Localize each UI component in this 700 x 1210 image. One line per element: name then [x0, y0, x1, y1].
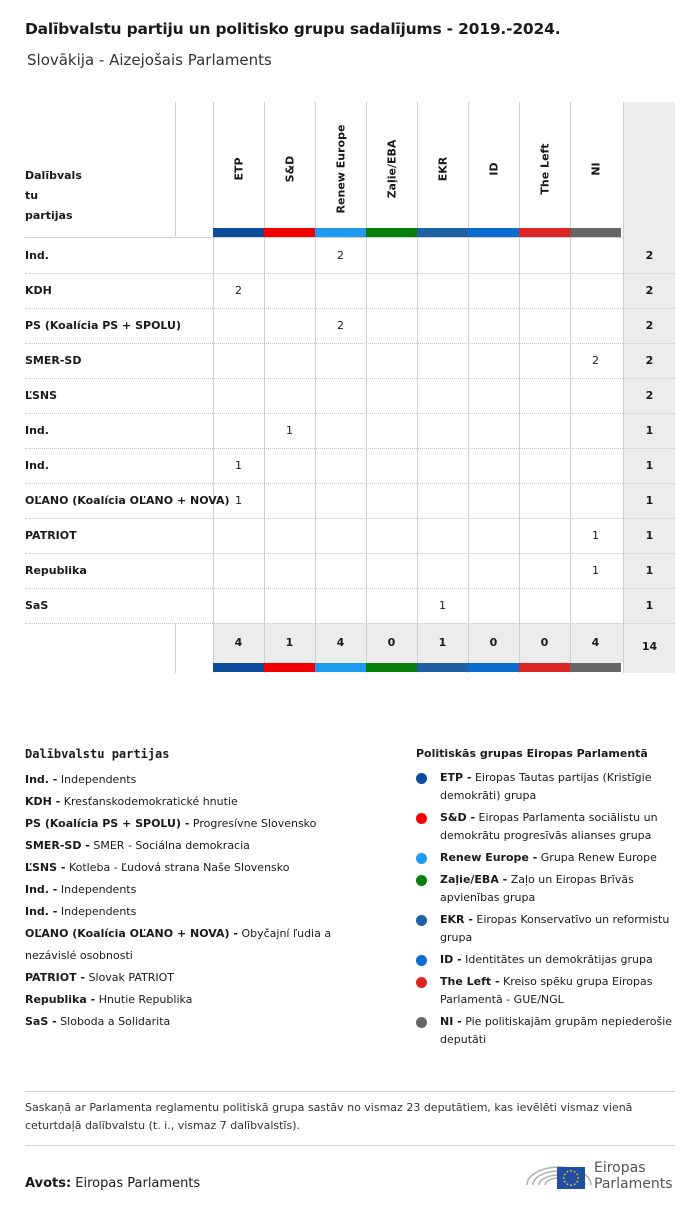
group-column-header	[264, 110, 315, 228]
party-legend-abbr: Ind. -	[25, 905, 58, 918]
seat-count-cell	[213, 238, 264, 273]
footnote: Saskaņā ar Parlamenta reglamentu politiskā grupa sastāv no vismaz 23 deputātiem, kas ievēlēti vismaz vienā ceturtdaļā dalībvalstu (t. i., vismaz 7 dalībvalstīs).	[25, 1101, 633, 1132]
seat-count-cell	[315, 343, 366, 378]
seat-count-cell	[213, 413, 264, 448]
group-legend-name: Eiropas Konservatīvo un reformistu grupa	[440, 913, 670, 944]
logo-text-line: Parlaments	[594, 1176, 673, 1192]
source-value: Eiropas Parlaments	[75, 1176, 201, 1191]
seat-count-cell	[519, 378, 570, 413]
group-color-bar	[264, 663, 315, 672]
party-legend-item	[25, 791, 385, 813]
row-total-cell: 1	[645, 424, 654, 437]
table-row	[25, 273, 675, 309]
group-column-header-text: NI	[589, 162, 602, 176]
party-legend-name: Kotleba - Ľudová strana Naše Slovensko	[68, 861, 290, 874]
party-legend-name: SMER - Sociálna demokracia	[93, 839, 250, 852]
party-legend-item	[25, 967, 385, 989]
seat-count-cell	[519, 343, 570, 378]
group-total-cell: 0	[540, 636, 549, 649]
seat-count-cell	[468, 553, 519, 588]
eu-star-icon	[563, 1177, 565, 1179]
group-column-header	[570, 110, 621, 228]
party-column-header-line: tu	[25, 189, 39, 202]
party-legend-list	[25, 769, 385, 1033]
seat-count-cell	[264, 483, 315, 518]
seat-count-cell	[519, 588, 570, 623]
group-column-header-text: EKR	[436, 156, 449, 182]
seat-count-cell	[570, 378, 621, 413]
seat-count-cell: 2	[592, 354, 599, 367]
table-row	[25, 238, 675, 274]
group-color-dot-icon	[416, 773, 427, 784]
table-row	[25, 553, 675, 589]
party-legend-item	[25, 989, 385, 1011]
seat-count-cell	[417, 273, 468, 308]
seat-count-cell	[417, 413, 468, 448]
group-total-cell: 4	[234, 636, 243, 649]
party-name-cell: Ind.	[25, 459, 49, 472]
group-total-cell: 0	[489, 636, 498, 649]
seat-count-cell	[366, 553, 417, 588]
party-column-header-line: Dalībvals	[25, 169, 82, 182]
group-color-bar	[417, 228, 468, 237]
group-total-cell: 4	[591, 636, 600, 649]
group-legend-name: Identitātes un demokrātijas grupa	[465, 953, 653, 966]
group-column-header-text: ETP	[232, 157, 245, 181]
party-legend-name: Hnutie Republika	[98, 993, 193, 1006]
party-legend-name: Slovak PATRIOT	[88, 971, 175, 984]
group-color-bar	[570, 228, 621, 237]
group-legend-name: Zaļo un Eiropas Brīvās apvienības grupa	[440, 873, 634, 904]
logo-text	[594, 1160, 673, 1192]
seat-count-cell: 1	[286, 424, 293, 437]
group-legend-abbr: S&D -	[440, 811, 476, 824]
group-color-bar	[417, 663, 468, 672]
group-color-bar	[213, 663, 264, 672]
party-legend-abbr: ĽSNS -	[25, 861, 66, 874]
group-color-bar	[213, 228, 264, 237]
party-name-cell: ĽSNS	[25, 389, 58, 402]
party-column-header-line: partijas	[25, 209, 73, 222]
group-column-header-text: S&D	[283, 155, 296, 183]
party-legend-abbr: KDH -	[25, 795, 61, 808]
group-color-bar	[468, 663, 519, 672]
seat-count-cell	[519, 308, 570, 343]
party-name-cell: SaS	[25, 599, 49, 612]
group-color-bar	[519, 228, 570, 237]
seat-count-cell	[264, 448, 315, 483]
group-legend-item	[416, 849, 676, 867]
group-column-header	[315, 110, 366, 228]
group-color-dot-icon	[416, 875, 427, 886]
row-total-cell: 2	[645, 354, 654, 367]
table-row	[25, 343, 675, 379]
chart-subtitle: Slovākija - Aizejošais Parlaments	[27, 51, 272, 69]
group-legend-abbr: NI -	[440, 1015, 462, 1028]
party-legend-abbr: SMER-SD -	[25, 839, 90, 852]
row-total-cell: 1	[645, 459, 654, 472]
seat-count-cell	[264, 238, 315, 273]
seat-count-cell	[570, 308, 621, 343]
seat-count-cell	[315, 588, 366, 623]
party-legend-abbr: Republika -	[25, 993, 96, 1006]
table-row	[25, 448, 675, 484]
group-legend-title: Politiskās grupas Eiropas Parlamentā	[416, 747, 648, 760]
group-color-bar	[468, 228, 519, 237]
seat-count-cell	[213, 588, 264, 623]
group-color-bar	[366, 663, 417, 672]
party-legend-name: Obyčajní ľudia a nezávislé osobnosti	[25, 927, 332, 962]
chart-title: Dalībvalstu partiju un politisko grupu sadalījums - 2019.-2024.	[25, 20, 561, 38]
seat-count-cell	[570, 413, 621, 448]
seat-count-cell: 1	[439, 599, 446, 612]
party-name-cell: PATRIOT	[25, 529, 77, 542]
row-total-cell: 2	[645, 389, 654, 402]
seat-count-cell	[519, 448, 570, 483]
seat-count-cell	[315, 553, 366, 588]
seat-count-cell	[468, 448, 519, 483]
seat-count-cell: 1	[592, 564, 599, 577]
table-row	[25, 483, 675, 519]
group-column-header	[213, 110, 264, 228]
group-legend-item	[416, 1013, 676, 1049]
seat-count-cell	[519, 413, 570, 448]
seat-count-cell	[417, 308, 468, 343]
group-legend-abbr: The Left -	[440, 975, 500, 988]
party-legend-title: Dalībvalstu partijas	[25, 747, 170, 761]
table-row	[25, 588, 675, 624]
seat-count-cell	[315, 448, 366, 483]
eu-star-icon	[570, 1170, 572, 1172]
seat-count-cell: 2	[337, 319, 344, 332]
seat-count-cell	[468, 308, 519, 343]
group-color-dot-icon	[416, 915, 427, 926]
seat-count-cell	[417, 518, 468, 553]
group-legend-name: Kreiso spēku grupa Eiropas Parlamentā - GUE/NGL	[440, 975, 653, 1006]
table-row	[25, 518, 675, 554]
seat-count-cell	[570, 483, 621, 518]
eu-star-icon	[567, 1183, 569, 1185]
eu-star-icon	[564, 1181, 566, 1183]
seat-count-cell	[468, 343, 519, 378]
seat-count-cell	[570, 238, 621, 273]
party-legend-name: Independents	[60, 773, 137, 786]
party-legend-item	[25, 769, 385, 791]
group-color-dot-icon	[416, 977, 427, 988]
group-legend-item	[416, 911, 676, 947]
party-column-header	[25, 166, 175, 226]
table-row	[25, 413, 675, 449]
group-column-header-text: The Left	[538, 143, 551, 195]
party-legend-abbr: Ind. -	[25, 883, 58, 896]
party-legend-item	[25, 923, 385, 967]
seat-count-cell	[315, 273, 366, 308]
eu-star-icon	[570, 1184, 572, 1186]
seat-count-cell	[570, 273, 621, 308]
seat-count-cell	[213, 518, 264, 553]
seat-count-cell	[366, 378, 417, 413]
party-legend-name: Independents	[60, 905, 137, 918]
group-total-cell: 1	[285, 636, 294, 649]
party-legend-abbr: PS (Koalícia PS + SPOLU) -	[25, 817, 190, 830]
seat-count-cell	[519, 553, 570, 588]
seat-count-cell	[468, 238, 519, 273]
seat-count-cell	[264, 588, 315, 623]
eu-star-icon	[577, 1177, 579, 1179]
seat-count-cell	[417, 483, 468, 518]
group-column-header-text: ID	[487, 162, 500, 176]
seat-count-cell	[468, 378, 519, 413]
seat-count-cell	[366, 413, 417, 448]
group-legend-abbr: ID -	[440, 953, 462, 966]
party-name-cell: Ind.	[25, 424, 49, 437]
source-label: Avots:	[25, 1176, 72, 1191]
group-color-bar	[570, 663, 621, 672]
seat-count-cell	[519, 238, 570, 273]
party-name-cell: PS (Koalícia PS + SPOLU)	[25, 319, 182, 332]
eu-star-icon	[576, 1181, 578, 1183]
party-name-cell: SMER-SD	[25, 354, 82, 367]
party-legend-item	[25, 901, 385, 923]
logo-text-line: Eiropas	[594, 1160, 646, 1176]
group-color-bar	[315, 228, 366, 237]
seat-count-cell	[417, 378, 468, 413]
seat-count-cell	[366, 518, 417, 553]
row-total-cell: 2	[645, 249, 654, 262]
group-total-cell: 4	[336, 636, 345, 649]
party-name-cell: Ind.	[25, 249, 49, 262]
party-legend-item	[25, 857, 385, 879]
seat-count-cell	[366, 238, 417, 273]
row-total-cell: 1	[645, 599, 654, 612]
seat-count-cell: 1	[235, 494, 242, 507]
seat-count-cell	[417, 238, 468, 273]
seat-count-cell	[264, 378, 315, 413]
group-total-cell: 1	[438, 636, 447, 649]
group-color-dot-icon	[416, 955, 427, 966]
seat-count-cell	[366, 588, 417, 623]
seat-count-cell	[315, 378, 366, 413]
grid-line-vertical	[175, 623, 176, 673]
seat-count-cell	[264, 553, 315, 588]
seat-count-cell	[468, 413, 519, 448]
row-total-cell: 1	[645, 494, 654, 507]
group-color-bar	[315, 663, 366, 672]
seat-count-cell	[366, 308, 417, 343]
party-legend-item	[25, 1011, 385, 1033]
seat-count-cell	[264, 343, 315, 378]
row-total-cell: 2	[645, 284, 654, 297]
party-name-cell: OĽANO (Koalícia OĽANO + NOVA)	[25, 494, 230, 507]
seat-count-cell	[315, 413, 366, 448]
seat-count-cell	[264, 518, 315, 553]
group-column-header	[366, 110, 417, 228]
group-color-bar	[264, 228, 315, 237]
party-legend-name: Independents	[60, 883, 137, 896]
seat-count-cell: 2	[235, 284, 242, 297]
party-legend-abbr: SaS -	[25, 1015, 57, 1028]
seat-count-cell	[213, 553, 264, 588]
row-total-cell: 2	[645, 319, 654, 332]
group-color-bar	[519, 663, 570, 672]
party-name-cell: KDH	[25, 284, 52, 297]
party-legend-abbr: PATRIOT -	[25, 971, 86, 984]
seat-count-cell	[366, 273, 417, 308]
seat-count-cell	[264, 308, 315, 343]
seat-count-cell	[213, 308, 264, 343]
group-legend-name: Eiropas Parlamenta sociālistu un demokrātu progresīvās alianses grupa	[440, 811, 658, 842]
seat-count-cell	[366, 343, 417, 378]
seat-count-cell	[366, 448, 417, 483]
party-legend-item	[25, 835, 385, 857]
party-legend-name: Kresťanskodemokratické hnutie	[63, 795, 238, 808]
footer-divider	[25, 1145, 675, 1146]
party-name-cell: Republika	[25, 564, 87, 577]
party-legend-name: Progresívne Slovensko	[192, 817, 317, 830]
group-color-dot-icon	[416, 813, 427, 824]
seat-count-cell: 1	[235, 459, 242, 472]
party-legend-item	[25, 879, 385, 901]
footer-divider	[25, 1091, 675, 1092]
group-legend-item	[416, 973, 676, 1009]
party-legend-item	[25, 813, 385, 835]
seat-count-cell	[213, 378, 264, 413]
row-total-cell: 1	[645, 529, 654, 542]
grid-line-vertical	[175, 102, 176, 236]
group-legend-item	[416, 809, 676, 845]
table-row	[25, 378, 675, 414]
seat-count-cell	[264, 273, 315, 308]
group-color-dot-icon	[416, 853, 427, 864]
table-row	[25, 308, 675, 344]
seat-count-cell	[519, 518, 570, 553]
source-line	[25, 1176, 200, 1191]
group-legend-item	[416, 871, 676, 907]
group-legend-item	[416, 769, 676, 805]
seat-count-cell	[570, 588, 621, 623]
group-legend-name: Grupa Renew Europe	[540, 851, 657, 864]
group-column-header	[417, 110, 468, 228]
seat-count-cell	[315, 483, 366, 518]
seat-count-cell	[366, 483, 417, 518]
seat-count-cell	[417, 343, 468, 378]
seat-count-cell	[468, 518, 519, 553]
group-column-header-text: Renew Europe	[334, 124, 347, 214]
row-total-cell: 1	[645, 564, 654, 577]
group-legend-abbr: ETP -	[440, 771, 472, 784]
group-legend-name: Eiropas Tautas partijas (Kristīgie demokrāti) grupa	[440, 771, 652, 802]
party-legend-abbr: Ind. -	[25, 773, 58, 786]
group-legend-list	[416, 769, 676, 1053]
group-color-dot-icon	[416, 1017, 427, 1028]
group-legend-item	[416, 951, 676, 969]
party-legend-abbr: OĽANO (Koalícia OĽANO + NOVA) -	[25, 927, 238, 940]
seat-count-cell	[519, 483, 570, 518]
eu-star-icon	[574, 1183, 576, 1185]
grand-total-cell: 14	[641, 640, 658, 653]
eu-star-icon	[574, 1171, 576, 1173]
group-legend-name: Pie politiskajām grupām nepiederošie deputāti	[440, 1015, 673, 1046]
group-color-bar	[366, 228, 417, 237]
eu-star-icon	[576, 1174, 578, 1176]
eu-star-icon	[564, 1174, 566, 1176]
seat-count-cell: 1	[592, 529, 599, 542]
group-column-header	[519, 110, 570, 228]
group-legend-abbr: Renew Europe -	[440, 851, 538, 864]
group-column-header-text: Zaļie/EBA	[385, 139, 398, 199]
seat-count-cell	[468, 588, 519, 623]
seat-count-cell	[570, 448, 621, 483]
seat-count-cell	[468, 273, 519, 308]
eu-star-icon	[567, 1171, 569, 1173]
group-legend-abbr: EKR -	[440, 913, 473, 926]
group-column-header	[468, 110, 519, 228]
group-total-cell: 0	[387, 636, 396, 649]
seat-count-cell	[519, 273, 570, 308]
seat-count-cell	[213, 343, 264, 378]
seat-count-cell	[315, 518, 366, 553]
seat-count-cell	[417, 448, 468, 483]
party-legend-name: Sloboda a Solidarita	[60, 1015, 171, 1028]
seat-count-cell	[417, 553, 468, 588]
seat-count-cell: 2	[337, 249, 344, 262]
group-legend-abbr: Zaļie/EBA -	[440, 873, 508, 886]
seat-count-cell	[468, 483, 519, 518]
